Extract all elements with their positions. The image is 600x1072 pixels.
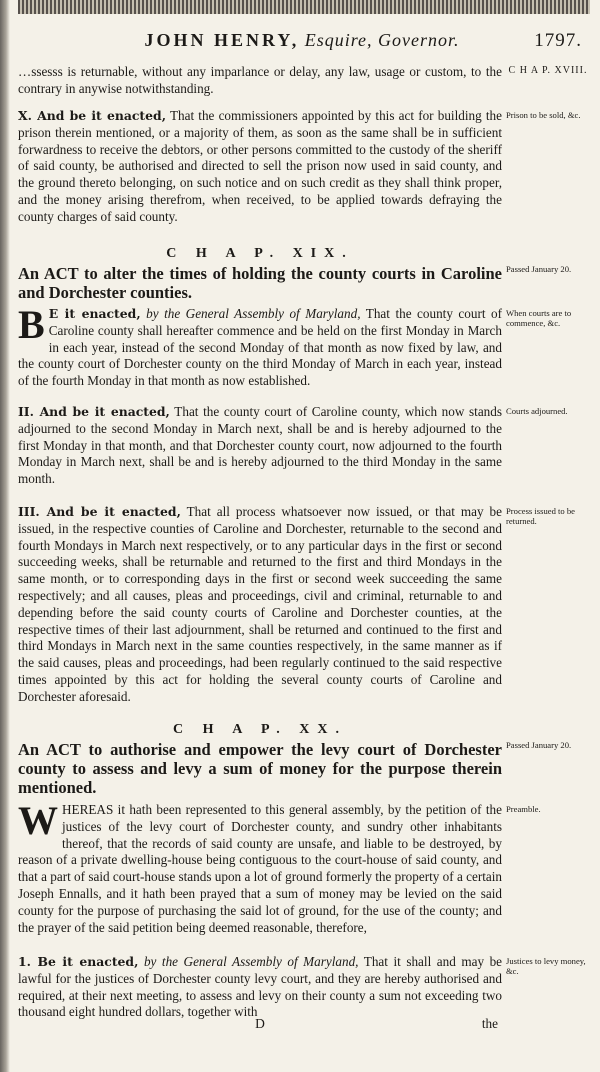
header-governor-title: Esquire, Governor. — [304, 30, 460, 50]
header-year: 1797. — [534, 30, 582, 51]
chap-xix-s2-lead: II. And be it enacted, — [18, 404, 170, 419]
drop-cap-w: W — [18, 798, 58, 843]
margin-passed-20: Passed January 20. — [506, 740, 572, 750]
margin-preamble: Preamble. — [506, 804, 541, 814]
drop-cap-b: B — [18, 302, 45, 347]
chap-xx-s1-lead: 1. Be it enacted, — [18, 954, 139, 969]
chap-xx-preamble-text: HEREAS it hath been represented to this general assembly, by the petition of the justices of the levy court of Dorchester county, and sundry other inhabitants thereof, that the records of said county are unsafe, and liable to be destroyed, by reason of a private dwelling-house being contiguous to the court-house of said county, and that a part of said court-house stands upon a lot of ground formerly the property of a certain Joseph Ennalls, and it hath been prayed that a sum of money may be levied on the said county for the purpose of purchasing the said lot of ground, for the use of the county; and the prayer of the said petition being deemed reasonable, therefore, — [18, 802, 502, 935]
page-binding-edge — [0, 0, 10, 1072]
chap-xix-section-2 — [18, 404, 502, 488]
chap-xix-s2-text: That the county court of Caroline county, which now stands adjourned to the second Monday in March next, shall be and is hereby adjourned to the first Monday in that month, and that Dorchester county court, now adjourned to the fourth Monday in March next, shall be and is hereby adjourned to the third Monday in the same month. — [18, 404, 503, 487]
margin-process: Process issued to be returned. — [506, 506, 575, 526]
margin-prison: Prison to be sold, &c. — [506, 110, 581, 120]
header-governor-name: JOHN HENRY, — [144, 30, 300, 50]
chap-xix-s1-italic: by the General Assembly of Maryland, — [146, 306, 361, 321]
margin-courts-adjourned: Courts adjourned. — [506, 406, 568, 416]
chap-xx-preamble — [18, 798, 502, 936]
running-header — [14, 30, 590, 62]
chap-xx-s1-italic: by the General Assembly of Maryland, — [143, 954, 359, 969]
margin-justices: Justices to levy money, &c. — [506, 956, 586, 976]
chap-xix-s1-lead: E it enacted, — [48, 306, 141, 321]
chap-xx-heading-text: C H A P. XX. — [172, 722, 348, 737]
chap-xx-title-text: An ACT to authorise and empower the levy court of Dorchester county to assess and levy a sum of money for the purpose therein mentioned. — [18, 740, 502, 797]
chapter-xx-title — [18, 740, 502, 797]
chap-xix-title-text: An ACT to alter the times of holding the county courts in Caroline and Dorchester counties. — [18, 264, 502, 302]
catchword: the — [481, 1016, 498, 1031]
chap-xix-s3-text: That all process whatsoever now issued, or that may be issued, in the respective counties of Caroline and Dorchester, returnable to the second and fourth Mondays in March next respectively, or to any particular days in the first or second succeeding weeks, shall be returnable and returned to the first and third Mondays in the same month, or to corresponding days in the first or second week succeeding the same respectively; and all causes, pleas and proceedings, civil and criminal, returnable to and depending before the said county courts of Caroline and Dorchester counties, at the respective times of their last adjournment, shall be returned and continued to the first and third Mondays in March next in the same counties respectively, in the same manner as if the said causes, pleas and proceedings, had been regularly continued to the said respective times appointed by this act for holding the several county courts of Caroline and Dorchester aforesaid. — [18, 504, 502, 704]
chapter-xix-heading — [18, 246, 502, 262]
margin-passed-19: Passed January 20. — [506, 264, 572, 274]
document-page — [14, 30, 590, 1070]
chap-xix-s3-lead: III. And be it enacted, — [18, 504, 181, 519]
chap-xix-section-3 — [18, 504, 502, 706]
margin-chap-ref: C H A P. XVIII. — [508, 65, 588, 76]
chap-xix-section-1 — [18, 302, 503, 390]
margin-when-courts: When courts are to commence, &c. — [506, 308, 572, 328]
chapter-xx-heading — [18, 722, 502, 738]
chapter-xix-title — [18, 264, 502, 302]
chap-xix-heading-text: C H A P. XIX. — [166, 246, 354, 261]
top-border-rule — [18, 0, 590, 14]
section-x — [18, 108, 502, 226]
chap-xx-s1-text: That it shall and may be lawful for the justices of Dorchester county levy court, and they are hereby authorised and required, at their next meeting, to assess and levy on their county a sum not exceeding two thousand eight hundred dollars, together with — [18, 954, 503, 1020]
chap-xix-s1-text: That the county court of Caroline county shall hereafter commence and be held on the first Monday in March in each year, instead of the second Monday of that month as now fixed by law, and the county court of Dorchester county on the third Monday of March in each year, instead of the fourth Monday in that month as now established. — [18, 306, 503, 389]
signature-mark: D — [255, 1016, 265, 1031]
section-x-lead: X. And be it enacted, — [18, 108, 167, 123]
continued-fragment — [18, 64, 502, 98]
section-x-text: That the commissioners appointed by this act for building the prison therein mentioned, or a majority of them, as soon as the same shall be in sufficient forwardness to receive the debtors, or other persons committed to the custody of the sheriff of said county, be authorised and directed to sell the prison now used in said county, and the ground thereto belonging, on such notice and on such credit as they shall think proper, and the money arising therefrom, when received, to be applied towards defraying the county charges of said county. — [18, 108, 502, 224]
fragment-text: …ssesss is returnable, without any imparlance or delay, any law, usage or custom, to the contrary in anywise notwithstanding. — [18, 64, 502, 96]
chap-xx-section-1 — [18, 954, 502, 1021]
